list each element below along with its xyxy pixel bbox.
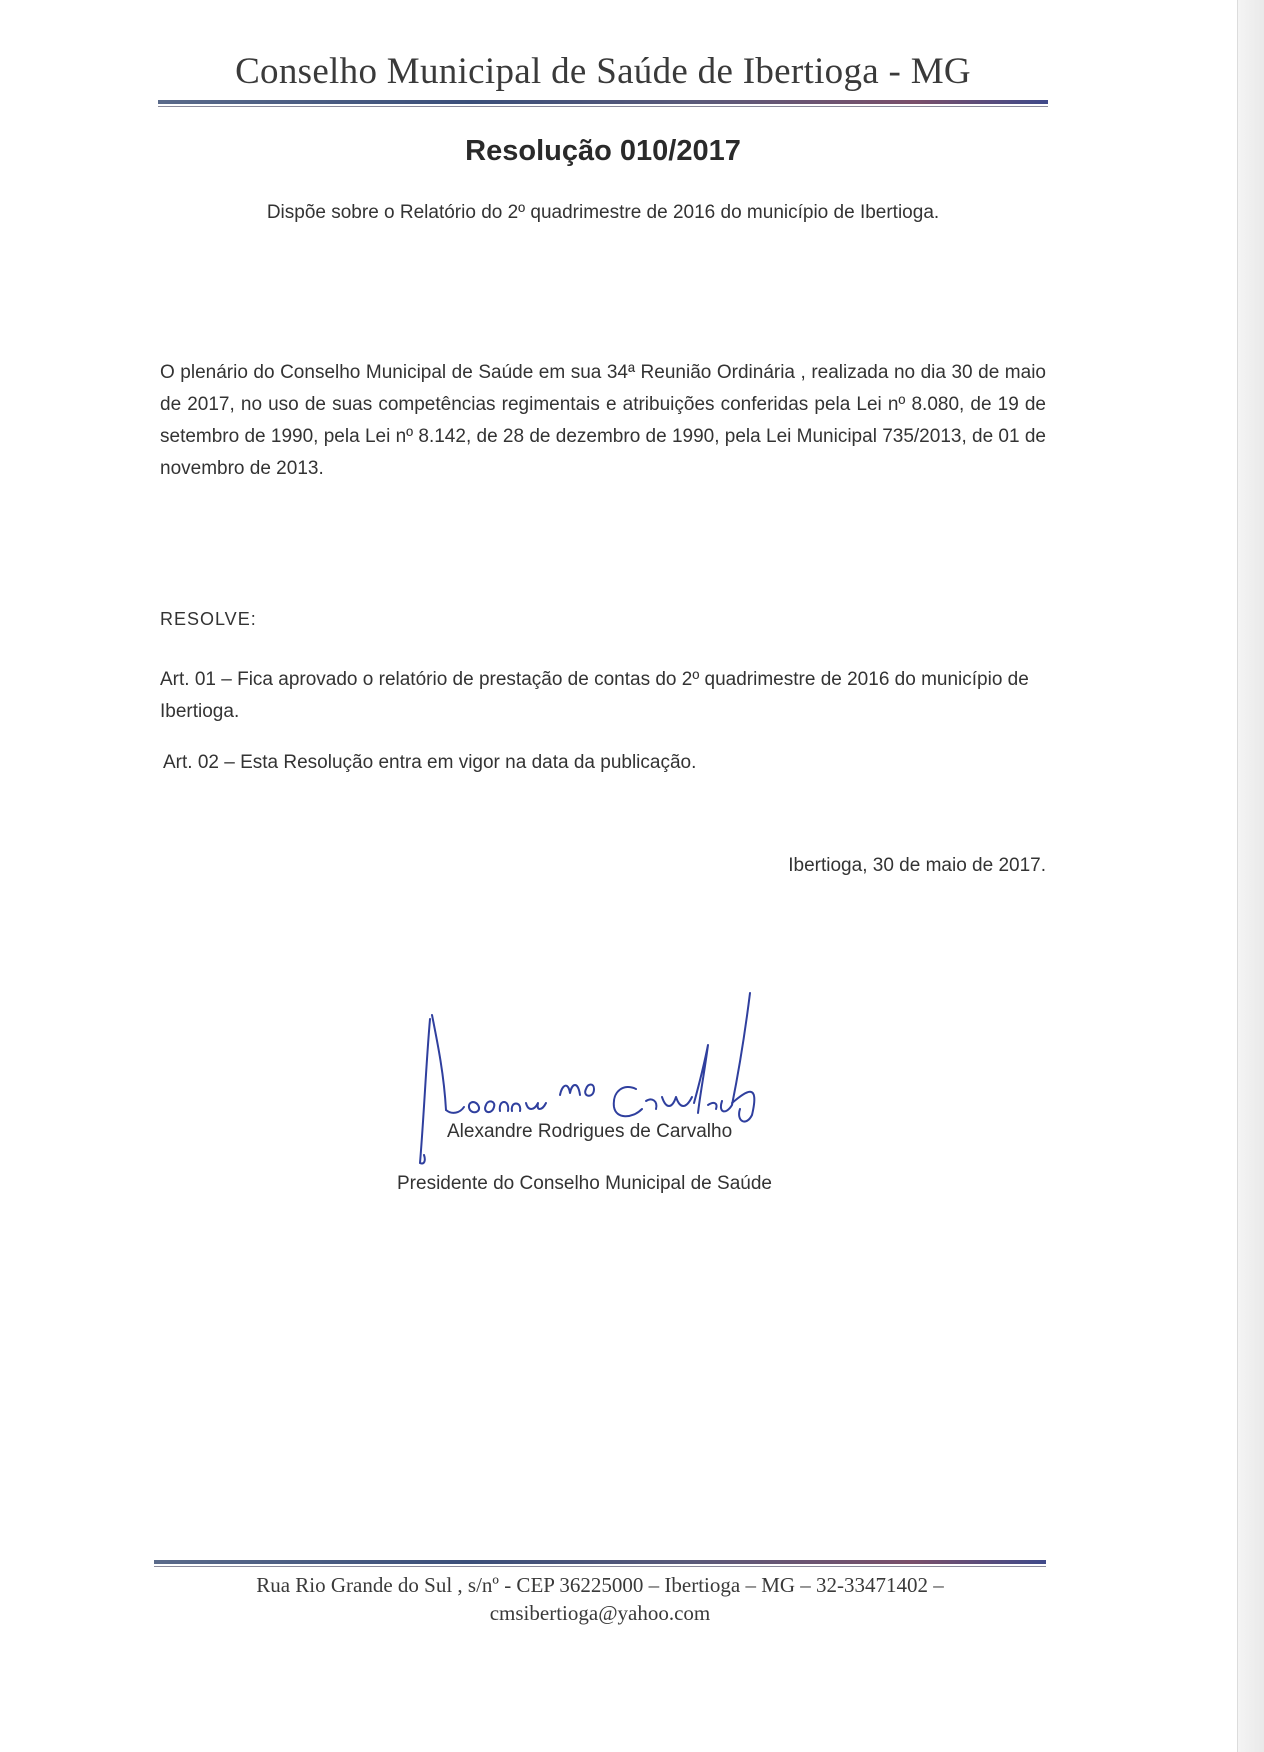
handwritten-signature <box>400 985 820 1185</box>
article-02: Art. 02 – Esta Resolução entra em vigor na data da publicação. <box>163 752 697 773</box>
footer-divider <box>154 1560 1046 1564</box>
resolution-preamble: O plenário do Conselho Municipal de Saúde em sua 34ª Reunião Ordinária , realizada no dia 30 de maio de 2017, no uso de suas competências regimentais e atribuições conferidas pela Lei nº 8.080, de 19 de setembro de 1990, pela Lei nº 8.142, de 28 de dezembro de 1990, pela Lei Municipal 735/2013, de 01 de novembro de 2013. <box>160 362 1046 479</box>
footer-address: Rua Rio Grande do Sul , s/nº - CEP 36225000 – Ibertioga – MG – 32-33471402 – <box>256 1573 944 1597</box>
council-header: Conselho Municipal de Saúde de Ibertioga - MG <box>235 51 971 92</box>
scan-edge <box>1237 0 1264 1752</box>
header-divider <box>158 100 1048 104</box>
place-date: Ibertioga, 30 de maio de 2017. <box>788 855 1046 876</box>
signer-role: Presidente do Conselho Municipal de Saúde <box>397 1173 772 1194</box>
resolution-subject: Dispõe sobre o Relatório do 2º quadrimestre de 2016 do município de Ibertioga. <box>266 202 940 223</box>
footer-email: cmsibertioga@yahoo.com <box>489 1601 711 1625</box>
resolve-label: RESOLVE: <box>160 609 257 629</box>
article-01: Art. 01 – Fica aprovado o relatório de prestação de contas do 2º quadrimestre de 2016 do município de Ibertioga. <box>160 669 1029 722</box>
resolution-title: Resolução 010/2017 <box>465 135 741 167</box>
signer-name: Alexandre Rodrigues de Carvalho <box>447 1121 733 1142</box>
